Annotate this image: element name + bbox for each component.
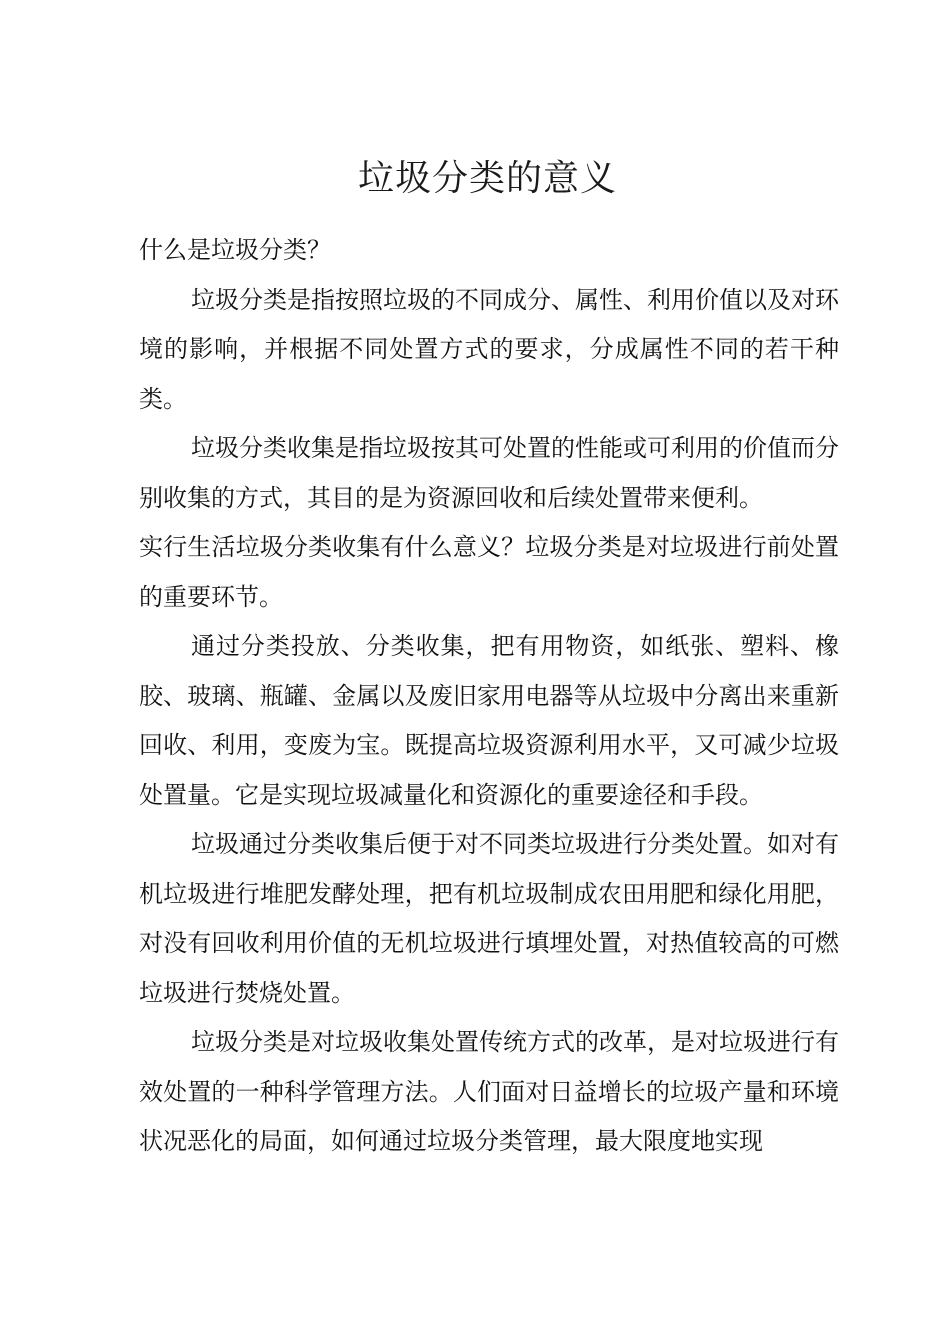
paragraph-question-heading: 什么是垃圾分类？: [139, 236, 331, 264]
paragraph-definition: 垃圾分类是指按照垃圾的不同成分、属性、利用价值以及对环境的影响，并根据不同处置方式的要求，分成属性不同的若干种类。: [139, 285, 839, 413]
paragraph-recycling: 通过分类投放、分类收集，把有用物资，如纸张、塑料、橡胶、玻璃、瓶罐、金属以及废旧家用电器等从垃圾中分离出来重新回收、利用，变废为宝。既提高垃圾资源利用水平，又可减少垃圾处置量。它是实现垃圾减量化和资源化的重要途径和手段。: [139, 632, 839, 809]
paragraph-significance-question: 实行生活垃圾分类收集有什么意义？垃圾分类是对垃圾进行前处置的重要环节。: [139, 533, 839, 611]
document-title: 垃圾分类的意义: [357, 158, 617, 199]
paragraph-reform: 垃圾分类是对垃圾收集处置传统方式的改革，是对垃圾进行有效处置的一种科学管理方法。人们面对日益增长的垃圾产量和环境状况恶化的局面，如何通过垃圾分类管理，最大限度地实现: [139, 1028, 839, 1155]
document-body: [139, 226, 839, 1167]
paragraph-collection-definition: 垃圾分类收集是指垃圾按其可处置的性能或可利用的价值而分别收集的方式，其目的是为资源回收和后续处置带来便利。: [139, 434, 839, 512]
paragraph-disposal: 垃圾通过分类收集后便于对不同类垃圾进行分类处置。如对有机垃圾进行堆肥发酵处理，把有机垃圾制成农田用肥和绿化用肥，对没有回收利用价值的无机垃圾进行填埋处置，对热值较高的可燃垃圾进行焚烧处置。: [139, 830, 839, 1007]
